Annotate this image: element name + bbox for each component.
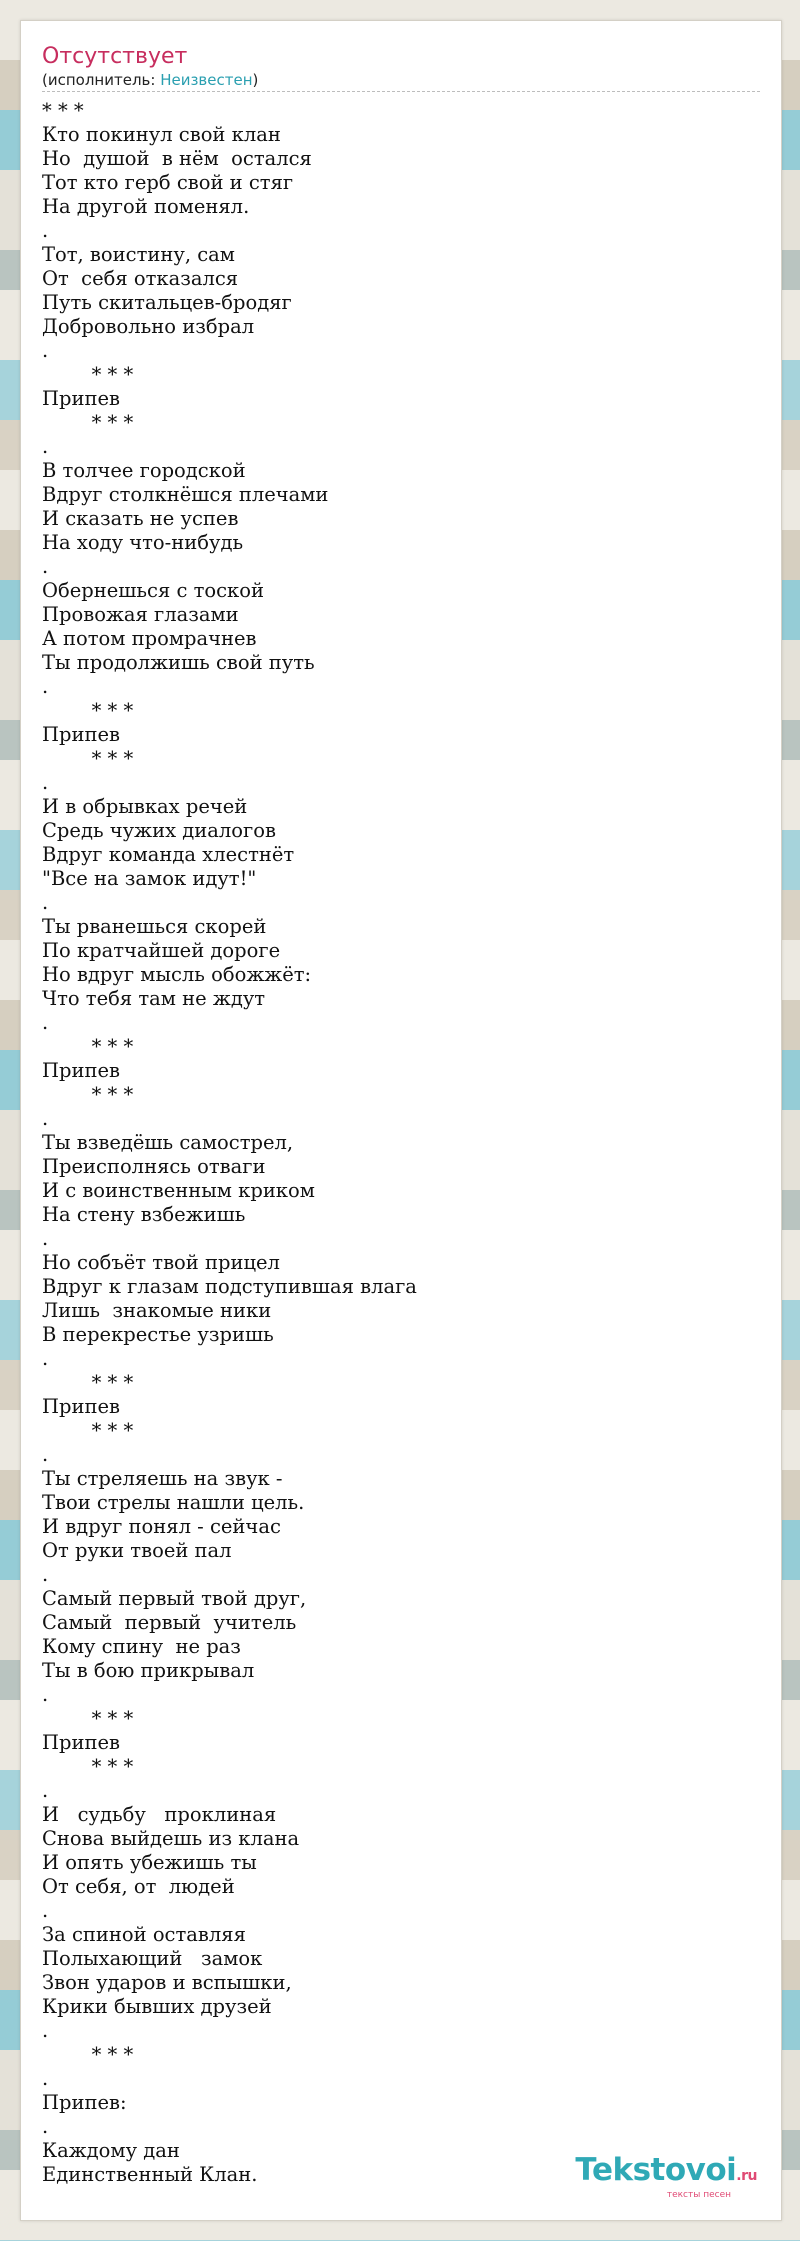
song-title: Отсутствует (42, 44, 188, 69)
artist-suffix: ) (252, 71, 259, 89)
lyrics-text: * * * Кто покинул свой клан Но душой в нём остался Тот кто герб свой и стяг На другой поменял. . Тот, воистину, сам От себя отказался Путь скитальцев-бродяг Добровольно избрал . * * * Припев * * * . В толчее городской Вдруг столкнёшся плечами И сказать не успев На ходу что-нибудь . Обернешься с тоской Провожая глазами А потом промрачнев Ты продолжишь свой путь . * * * Припев * * * . И в обрывках речей Средь чужих диалогов Вдруг команда хлестнёт "Все на замок идут!" . Ты рванешься скорей По кратчайшей дороге Но вдруг мысль обожжёт: Что тебя там не ждут . * * * Припев * * * . Ты взведёшь самострел, Преисполнясь отваги И с воинственным криком На стену взбежишь . Но собъёт твой прицел Вдруг к глазам подступившая влага Лишь знакомые ники В перекрестье узришь . * * * Припев * * * . Ты стреляешь на звук - Твои стрелы нашли цель. И вдруг понял - сейчас От руки твоей пал . Самый первый твой друг, Самый первый учитель Кому спину не раз Ты в бою прикрывал . * * * Припев * * * . И судьбу проклиная Снова выйдешь из клана И опять убежишь ты От себя, от людей . За спиной оставляя Полыхающий замок Звон ударов и вспышки, Крики бывших друзей . * * * . Припев: . Каждому дан Единственный Клан. (42, 99, 417, 2186)
artist-link[interactable]: Неизвестен (160, 71, 253, 89)
site-logo[interactable] (575, 2154, 757, 2200)
song-header (42, 43, 760, 92)
logo-tagline: тексты песен (666, 2190, 731, 2200)
lyrics-card (20, 20, 782, 2221)
artist-line (42, 71, 760, 92)
artist-prefix: (исполнитель: (42, 71, 161, 89)
logo-tld: .ru (736, 2168, 757, 2184)
logo-name: Tekstovoi (575, 2152, 737, 2188)
logo-wordmark (575, 2154, 757, 2192)
